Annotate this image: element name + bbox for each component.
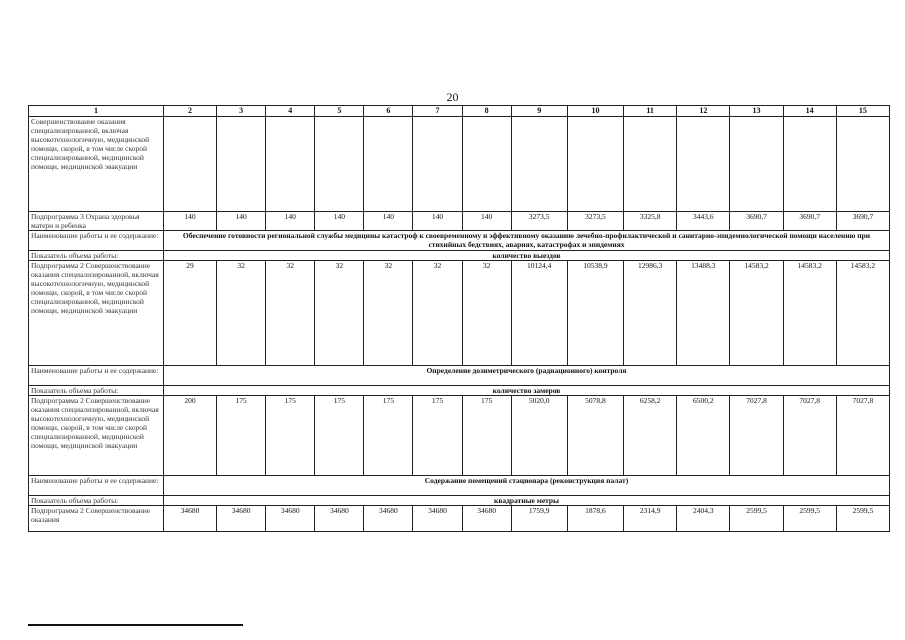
- row-description: Совершенствование оказания специализированной, включая высокотехнологичную, медицинской помощи, скорой, в том числе скорой специализированной, медицинской помощи, медицинской эвакуации: [29, 117, 164, 212]
- value-cell: 32: [315, 261, 364, 366]
- value-cell: 3273,5: [511, 212, 567, 231]
- value-cell: 175: [364, 396, 413, 476]
- value-cell: 2314,9: [624, 506, 677, 532]
- value-cell: 3325,8: [624, 212, 677, 231]
- value-cell: [511, 117, 567, 212]
- value-cell: 140: [266, 212, 315, 231]
- volume-indicator-row: [29, 496, 890, 506]
- row-label: Наименование работы и ее содержание:: [29, 476, 164, 496]
- page-number: 20: [446, 90, 459, 104]
- column-header: 6: [364, 106, 413, 117]
- volume-unit: квадратные метры: [163, 496, 889, 506]
- row-description: Подпрограмма 3 Охрана здоровья матери и ребенка: [29, 212, 164, 231]
- value-cell: [315, 117, 364, 212]
- value-cell: [217, 117, 266, 212]
- work-description: Обеспечение готовности региональной службы медицины катастроф к своевременному и эффективному оказанию лечебно-профилактической и санитарно-эпидемиологической помощи населению при стихийных бедствиях, авариях, катастрофах и эпидемиях: [163, 231, 889, 251]
- value-cell: 175: [266, 396, 315, 476]
- volume-unit: количество выездов: [163, 251, 889, 261]
- value-cell: 2599,5: [783, 506, 836, 532]
- volume-indicator-row: [29, 251, 890, 261]
- value-cell: [730, 117, 783, 212]
- value-cell: 14583,2: [836, 261, 889, 366]
- column-header: 2: [163, 106, 216, 117]
- value-cell: 34680: [163, 506, 216, 532]
- value-cell: 1878,6: [567, 506, 623, 532]
- value-cell: 140: [163, 212, 216, 231]
- column-header: 11: [624, 106, 677, 117]
- row-label: Наименование работы и ее содержание:: [29, 231, 164, 251]
- row-label: Показатель объема работы:: [29, 251, 164, 261]
- value-cell: 175: [413, 396, 462, 476]
- value-cell: [462, 117, 511, 212]
- value-cell: [163, 117, 216, 212]
- value-cell: 7027,8: [730, 396, 783, 476]
- column-header: 9: [511, 106, 567, 117]
- value-cell: 7027,8: [783, 396, 836, 476]
- value-cell: [783, 117, 836, 212]
- value-cell: 12986,3: [624, 261, 677, 366]
- budget-table: [28, 105, 890, 532]
- column-header: 15: [836, 106, 889, 117]
- work-description: Содержание помещений стационара (реконструкция палат): [163, 476, 889, 496]
- value-cell: 3690,7: [836, 212, 889, 231]
- value-cell: [677, 117, 730, 212]
- value-cell: [624, 117, 677, 212]
- row-label: Наименование работы и ее содержание:: [29, 366, 164, 386]
- work-name-row: [29, 366, 890, 386]
- work-description: Определение дозиметрического (радиационного) контроля: [163, 366, 889, 386]
- column-header: 4: [266, 106, 315, 117]
- row-label: Показатель объема работы:: [29, 386, 164, 396]
- table-row: [29, 117, 890, 212]
- value-cell: 32: [413, 261, 462, 366]
- table-row: [29, 261, 890, 366]
- value-cell: 10124,4: [511, 261, 567, 366]
- value-cell: [413, 117, 462, 212]
- header-row: [29, 106, 890, 117]
- value-cell: [364, 117, 413, 212]
- value-cell: 3443,6: [677, 212, 730, 231]
- value-cell: 175: [315, 396, 364, 476]
- column-header: 10: [567, 106, 623, 117]
- column-header: 14: [783, 106, 836, 117]
- work-name-row: [29, 476, 890, 496]
- work-name-row: [29, 231, 890, 251]
- column-header: 13: [730, 106, 783, 117]
- value-cell: [836, 117, 889, 212]
- value-cell: 32: [364, 261, 413, 366]
- column-header: 5: [315, 106, 364, 117]
- value-cell: 3690,7: [783, 212, 836, 231]
- value-cell: 175: [217, 396, 266, 476]
- row-description: Подпрограмма 2 Совершенствование оказания специализированной, включая высокотехнологичную, медицинской помощи, скорой, в том числе скорой специализированной, медицинской помощи, медицинской эвакуации: [29, 396, 164, 476]
- value-cell: 34680: [315, 506, 364, 532]
- value-cell: 2599,5: [836, 506, 889, 532]
- value-cell: 3273,5: [567, 212, 623, 231]
- column-header: 12: [677, 106, 730, 117]
- value-cell: 32: [217, 261, 266, 366]
- value-cell: 140: [315, 212, 364, 231]
- value-cell: [567, 117, 623, 212]
- value-cell: 140: [462, 212, 511, 231]
- value-cell: 5078,8: [567, 396, 623, 476]
- value-cell: 29: [163, 261, 216, 366]
- column-header: 1: [29, 106, 164, 117]
- table-row: [29, 506, 890, 532]
- table-row: [29, 396, 890, 476]
- value-cell: 1759,9: [511, 506, 567, 532]
- value-cell: 140: [364, 212, 413, 231]
- value-cell: 3690,7: [730, 212, 783, 231]
- row-description: Подпрограмма 2 Совершенствование оказания: [29, 506, 164, 532]
- value-cell: 34680: [266, 506, 315, 532]
- row-description: Подпрограмма 2 Совершенствование оказания специализированной, включая высокотехнологичную, медицинской помощи, скорой, в том числе скорой специализированной, медицинской помощи, медицинской эвакуации: [29, 261, 164, 366]
- value-cell: 10538,9: [567, 261, 623, 366]
- footer-rule: [28, 624, 243, 626]
- value-cell: 140: [217, 212, 266, 231]
- table-row: [29, 212, 890, 231]
- value-cell: 175: [462, 396, 511, 476]
- volume-unit: количество замеров: [163, 386, 889, 396]
- value-cell: 32: [266, 261, 315, 366]
- column-header: 7: [413, 106, 462, 117]
- value-cell: 34680: [462, 506, 511, 532]
- value-cell: 2404,3: [677, 506, 730, 532]
- value-cell: 34680: [217, 506, 266, 532]
- value-cell: 2599,5: [730, 506, 783, 532]
- value-cell: 32: [462, 261, 511, 366]
- value-cell: 6500,2: [677, 396, 730, 476]
- value-cell: 34680: [413, 506, 462, 532]
- value-cell: 13488,3: [677, 261, 730, 366]
- column-header: 8: [462, 106, 511, 117]
- value-cell: 7027,8: [836, 396, 889, 476]
- row-label: Показатель объема работы:: [29, 496, 164, 506]
- value-cell: 200: [163, 396, 216, 476]
- value-cell: 140: [413, 212, 462, 231]
- value-cell: 14583,2: [783, 261, 836, 366]
- value-cell: 14583,2: [730, 261, 783, 366]
- value-cell: 5020,0: [511, 396, 567, 476]
- value-cell: 34680: [364, 506, 413, 532]
- value-cell: [266, 117, 315, 212]
- column-header: 3: [217, 106, 266, 117]
- value-cell: 6258,2: [624, 396, 677, 476]
- volume-indicator-row: [29, 386, 890, 396]
